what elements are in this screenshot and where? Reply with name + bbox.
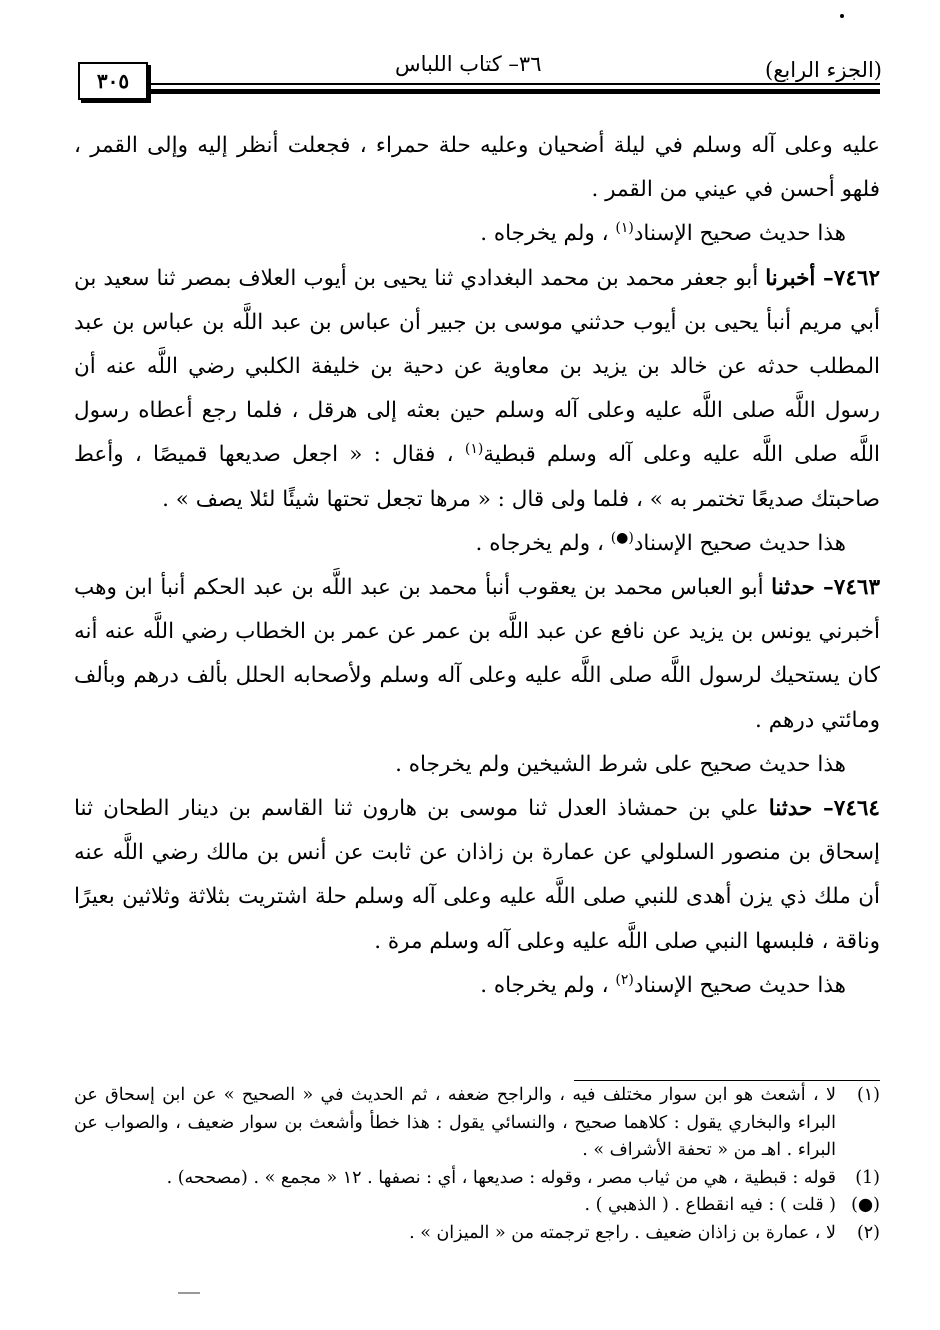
footnote — [74, 1220, 880, 1248]
note-tail: ، ولم يخرجاه . — [480, 972, 616, 998]
scan-smudge — [178, 1292, 200, 1294]
footnotes — [74, 1082, 880, 1247]
note-text: هذا حديث صحيح الإسناد — [633, 972, 846, 998]
footnote-text: ( قلت ) : فيه انقطاع . ( الذهبي ) . — [584, 1195, 836, 1215]
footnote — [74, 1082, 880, 1165]
volume-label: (الجزء الرابع) — [765, 58, 882, 82]
hadith-number: ٧٤٦٣ — [833, 575, 880, 601]
main-text — [74, 124, 880, 1008]
hadith-paragraph — [74, 566, 880, 743]
hadith-text: أبو العباس محمد بن يعقوب أنبأ محمد بن عبد اللَّه بن عبد الحكم أنبأ ابن وهب أخبرني يونس بن يزيد عن نافع عن عبد اللَّه بن عمر عن عمر بن الخطاب رضي اللَّه عنه أنه كان يستحيك لرسول اللَّه صلى اللَّه عليه وعلى آله وسلم ولأصحابه الحلل بألف درهم وبألف ومائتي درهم . — [74, 575, 880, 733]
footnote-mark: (١) — [856, 1085, 880, 1105]
hadith-paragraph — [74, 787, 880, 964]
footnote-ref: (١) — [615, 220, 634, 237]
hadith-text: أبو جعفر محمد بن محمد البغدادي ثنا يحيى بن أيوب العلاف بمصر ثنا سعيد بن أبي مريم أنبأ يحيى بن أيوب حدثني موسى بن جبير أن عباس بن عبد اللَّه بن عباس بن عبد المطلب حدثه عن خالد بن يزيد بن معاوية عن دحية بن خليفة الكلبي رضي اللَّه عنه أن رسول اللَّه صلى اللَّه عليه وعلى آله وسلم حين بعثه إلى هرقل ، فلما رجع أعطاه رسول اللَّه صلى اللَّه عليه وعلى آله وسلم قبطية — [74, 265, 880, 468]
hadith-keyword: – أخبرنا — [765, 265, 834, 291]
speck — [840, 14, 844, 18]
header-rule-thick — [148, 89, 880, 94]
note-text: هذا حديث صحيح الإسناد — [633, 530, 846, 556]
hadith-keyword: – حدثنا — [771, 575, 834, 601]
grading-note — [74, 522, 880, 566]
footnote-text: لا ، أشعث هو ابن سوار مختلف فيه ، والراجح ضعفه ، ثم الحديث في « الصحيح » عن ابن إسحاق عن البراء والبخاري يقول : كلاهما صحيح ، والنسائي يقول : هذا خطأ وأشعث بن سوار ضعيف ، والصواب عن البراء . اهـ من « تحفة الأشراف » . — [74, 1085, 836, 1160]
note-text: هذا حديث صحيح الإسناد — [633, 221, 846, 247]
hadith-number: ٧٤٦٢ — [833, 265, 880, 291]
footnote-mark: (●) — [851, 1195, 880, 1215]
grading-note — [74, 743, 880, 787]
note-tail: ، ولم يخرجاه . — [480, 221, 616, 247]
hadith-text: علي بن حمشاذ العدل ثنا موسى بن هارون ثنا القاسم بن دينار الطحان ثنا إسحاق بن منصور السلولي عن عمارة بن زاذان عن ثابت عن أنس بن مالك رضي اللَّه عنه أن ملك ذي يزن أهدى للنبي صلى اللَّه عليه وعلى آله وسلم حلة اشتريت بثلاثة وثلاثين بعيرًا وناقة ، فلبسها النبي صلى اللَّه عليه وعلى آله وسلم مرة . — [74, 796, 880, 954]
hadith-paragraph — [74, 257, 880, 522]
footnote-mark: (٢) — [856, 1222, 880, 1243]
hadith-number: ٧٤٦٤ — [833, 796, 880, 822]
book-title: ٣٦– كتاب اللباس — [395, 52, 542, 76]
grading-note — [74, 212, 880, 256]
paragraph-text: عليه وعلى آله وسلم في ليلة أضحيان وعليه حلة حمراء ، فجعلت أنظر إليه وإلى القمر ، فلهو أحسن في عيني من القمر . — [74, 133, 880, 203]
header-rule-thin — [148, 83, 880, 85]
note-text: هذا حديث صحيح على شرط الشيخين ولم يخرجاه . — [395, 751, 846, 777]
note-tail: ، ولم يخرجاه . — [475, 530, 611, 556]
hadith-keyword: – حدثنا — [768, 796, 834, 822]
footnote-ref: (١) — [464, 441, 484, 458]
footnote-text: لا ، عمارة بن زاذان ضعيف . راجع ترجمته من « الميزان » . — [409, 1222, 836, 1243]
footnote-text: قوله : قبطية ، هي من ثياب مصر ، وقوله : صديعها ، أي : نصفها . ١٢ « مجمع » . (مصححه) . — [166, 1167, 836, 1188]
footnote-ref: (●) — [610, 529, 634, 546]
footnote — [74, 1165, 880, 1193]
grading-note — [74, 964, 880, 1008]
text-paragraph — [74, 124, 880, 212]
footnote — [74, 1192, 880, 1220]
footnote-separator — [574, 1080, 880, 1081]
footnote-mark: (1) — [855, 1167, 880, 1188]
page-number: ٣٠٥ — [78, 62, 148, 100]
footnote-ref: (٢) — [615, 971, 634, 988]
hadith-tail: ، فقال : « اجعل صديعها قميصًا ، وأعط صاحبتك صديعًا تختمر به » ، فلما ولى قال : « مرها تجعل تحتها شيئًا لئلا يصف » . — [74, 442, 880, 512]
